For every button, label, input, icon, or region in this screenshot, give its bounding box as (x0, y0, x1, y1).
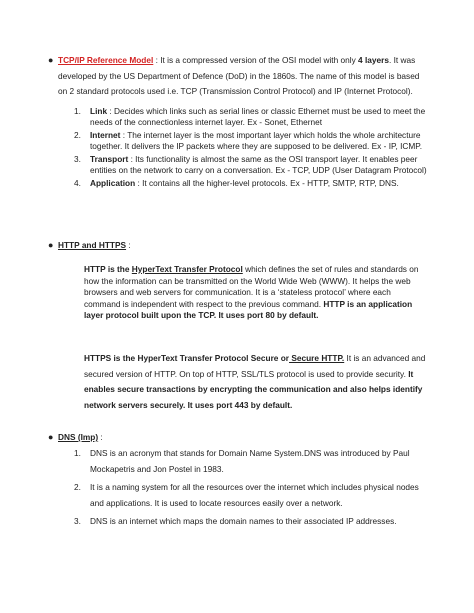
list-text: : It contains all the higher-level protocols. Ex - HTTP, SMTP, RTP, DNS. (135, 177, 399, 188)
dns-heading (58, 430, 428, 444)
list-number: 3. (74, 516, 81, 526)
https-bold-tail: It enables secure transactions by encrypting the communication and also helps identify network servers securely. It uses port 443 by default. (84, 368, 423, 410)
https-text: It is an advanced and secured version of HTTP. On top of HTTP, SSL/TLS protocol is used to provide security. (84, 353, 426, 379)
list-term: Link (90, 105, 108, 116)
list-term: Internet (90, 129, 121, 140)
list-text: : Its functionality is almost the same as the OSI transport layer. It enables peer entities on the network to carry on a conversation. Ex - TCP, UDP (User Datagram Protocol) (90, 153, 427, 175)
list-number: 2. (74, 129, 81, 140)
list-term: Transport (90, 153, 129, 164)
dns-title: DNS (Imp) (58, 432, 99, 442)
list-item (58, 130, 428, 153)
https-link[interactable]: Secure HTTP. (289, 353, 345, 363)
list-item (58, 480, 428, 511)
tcpip-paragraph (58, 53, 428, 100)
list-item (58, 106, 428, 129)
http-heading (58, 238, 428, 252)
tcpip-title-link[interactable]: TCP/IP Reference Model (58, 55, 154, 65)
list-text: DNS is an internet which maps the domain names to their associated IP addresses. (90, 516, 397, 526)
list-item (58, 514, 428, 530)
dns-list (58, 446, 428, 530)
bullet-icon: ● (48, 432, 54, 442)
http-paragraph (84, 264, 428, 322)
bullet-icon: ● (48, 55, 54, 65)
http-text: which defines the set of rules and standards on how the information can be transmitted on the World Wide Web (WWW). It helps the web browsers and web servers for communication. It is a ‘stateless protocol’ where each command is independent with respect to the previous command. (84, 264, 419, 309)
tcpip-layers-word: layers (364, 55, 389, 65)
section-dns (48, 430, 428, 530)
section-http (48, 238, 428, 252)
tcpip-text-1: : It is a compressed version of the OSI model with only (153, 55, 359, 65)
list-text: : The internet layer is the most important layer which holds the whole architecture together. It delivers the IP packets where they are supposed to be delivered. Ex - IP, ICMP. (90, 129, 423, 151)
http-bold-lead: HTTP is the (84, 264, 132, 274)
http-title: HTTP and HTTPS (58, 240, 127, 250)
http-bold-tail: HTTP is an application layer protocol built upon the TCP. It uses port 80 by default. (84, 298, 413, 320)
list-item (58, 446, 428, 477)
bullet-icon: ● (48, 240, 54, 250)
list-number: 4. (74, 177, 81, 188)
list-text: It is a naming system for all the resources over the internet which includes physical nodes and applications. It is used to locate resources easily over a network. (90, 482, 419, 508)
list-number: 1. (74, 105, 81, 116)
tcpip-layer-list (58, 106, 428, 190)
list-number: 1. (74, 448, 81, 458)
list-term: Application (90, 177, 136, 188)
dns-colon: : (98, 432, 103, 442)
http-link[interactable]: HyperText Transfer Protocol (131, 264, 243, 274)
http-colon: : (126, 240, 131, 250)
list-number: 3. (74, 153, 81, 164)
tcpip-text-2: . It was developed by the US Department of Defence (DoD) in the 1860s. The name of this model is based on 2 standard protocols used i.e. TCP (Transmission Control Protocol) and IP (Internet Protocol). (58, 55, 420, 96)
tcpip-num: 4 (358, 55, 363, 65)
list-text: : Decides which links such as serial lines or classic Ethernet must be used to meet the needs of the connectionless internet layer. Ex - Sonet, Ethernet (90, 105, 426, 127)
list-item (58, 154, 428, 177)
list-text: DNS is an acronym that stands for Domain Name System.DNS was introduced by Paul Mockapetris and Jon Postel in 1983. (90, 448, 410, 474)
list-item (58, 178, 428, 190)
https-paragraph (84, 351, 428, 413)
list-number: 2. (74, 482, 81, 492)
section-tcpip (48, 53, 428, 189)
https-bold-lead: HTTPS is the HyperText Transfer Protocol Secure or (84, 353, 290, 363)
